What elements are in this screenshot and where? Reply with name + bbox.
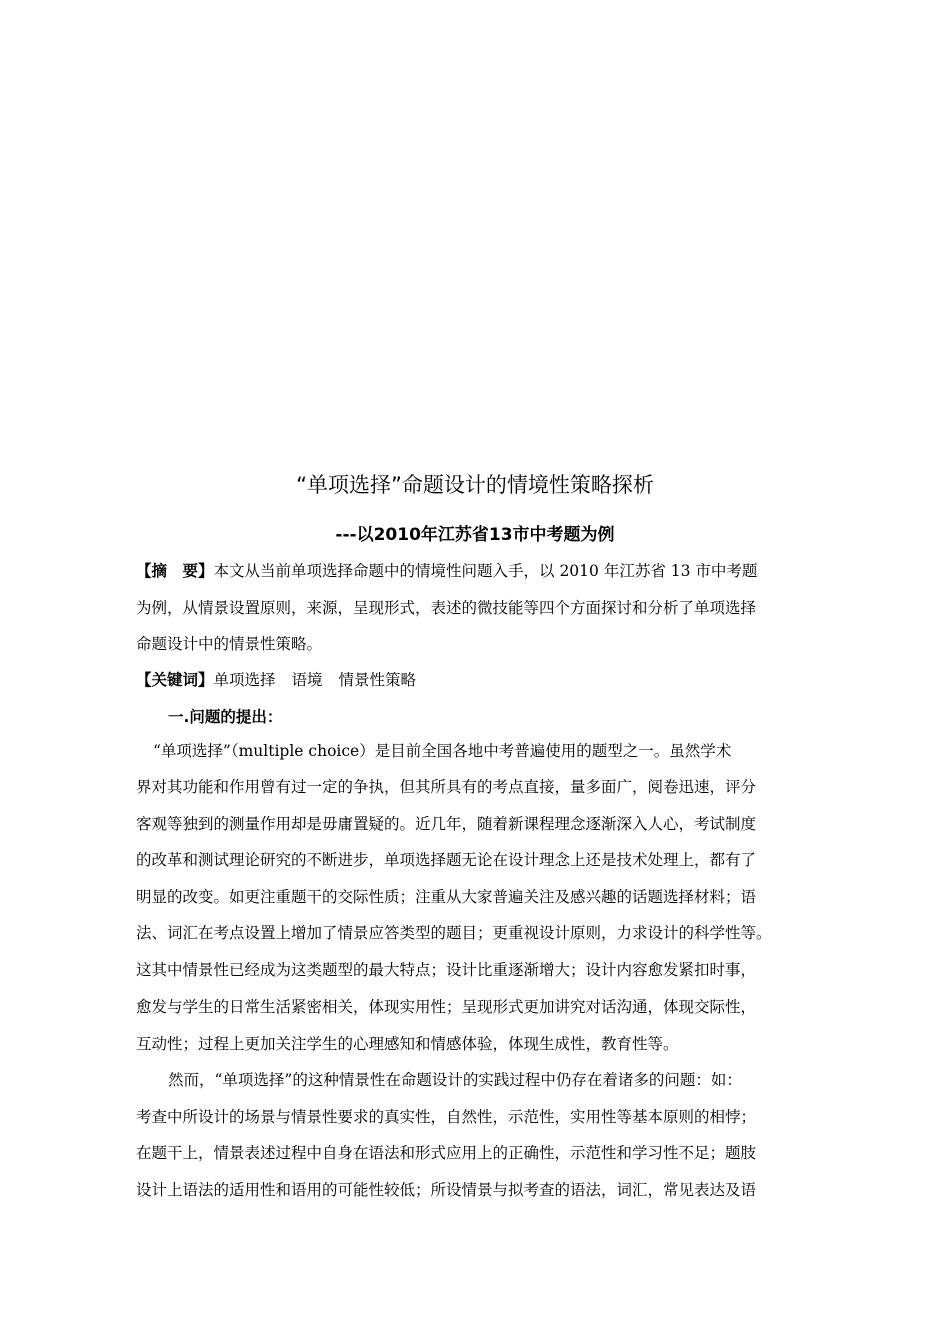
paragraph-line: 在题干上，情景表述过程中自身在语法和形式应用上的正确性，示范性和学习性不足；题肢	[136, 1144, 757, 1162]
section-heading: 一.问题的提出：	[168, 708, 283, 726]
paragraph-line: 法、词汇在考点设置上增加了情景应答类型的题目；更重视设计原则，力求设计的科学性等。	[136, 924, 772, 942]
paragraph-line: 的改革和测试理论研究的不断进步，单项选择题无论在设计理念上还是技术处理上，都有了	[136, 851, 757, 869]
document-title: “单项选择”命题设计的情境性策略探析	[296, 473, 654, 497]
paragraph-line: 明显的改变。如更注重题干的交际性质；注重从大家普遍关注及感兴趣的话题选择材料；语	[136, 888, 757, 906]
document-subtitle: ---以2010年江苏省13市中考题为例	[335, 525, 615, 545]
keyword-item: 情景性策略	[338, 671, 417, 689]
keywords-label: 【关键词】	[136, 671, 214, 689]
paragraph-line: 客观等独到的测量作用却是毋庸置疑的。近几年，随着新课程理念逐渐深入人心，考试制度	[136, 815, 757, 833]
keyword-item: 语境	[291, 671, 323, 689]
paragraph-line: 界对其功能和作用曾有过一定的争执，但其所具有的考点直接，量多面广，阅卷迅速，评分	[136, 778, 757, 796]
abstract-line-3: 命题设计中的情景性策略。	[136, 635, 323, 653]
keywords-line	[136, 669, 416, 691]
paragraph-line: 互动性；过程上更加关注学生的心理感知和情感体验，体现生成性，教育性等。	[136, 1035, 679, 1053]
paragraph-line: 这其中情景性已经成为这类题型的最大特点；设计比重逐渐增大；设计内容愈发紧扣时事，	[136, 961, 757, 979]
abstract-line-2: 为例，从情景设置原则，来源，呈现形式，表述的微技能等四个方面探讨和分析了单项选择	[136, 599, 757, 617]
paragraph-line: 愈发与学生的日常生活紧密相关，体现实用性；呈现形式更加讲究对话沟通，体现交际性，	[136, 998, 757, 1016]
paragraph-line: 设计上语法的适用性和语用的可能性较低；所设情景与拟考查的语法，词汇，常见表达及语	[136, 1181, 757, 1199]
paragraph-line: 然而，“单项选择”的这种情景性在命题设计的实践过程中仍存在着诸多的问题：如：	[168, 1071, 742, 1089]
abstract-text: 本文从当前单项选择命题中的情境性问题入手，以 2010 年江苏省 13 市中考题	[213, 562, 758, 580]
paragraph-line: “单项选择”（multiple choice）是目前全国各地中考普遍使用的题型之一。虽然学术	[153, 742, 732, 760]
abstract-label: 【摘 要】	[136, 562, 214, 580]
keyword-item: 单项选择	[213, 671, 276, 689]
abstract-line-1	[136, 560, 757, 582]
paragraph-line: 考查中所设计的场景与情景性要求的真实性，自然性，示范性，实用性等基本原则的相悖；	[136, 1108, 757, 1126]
